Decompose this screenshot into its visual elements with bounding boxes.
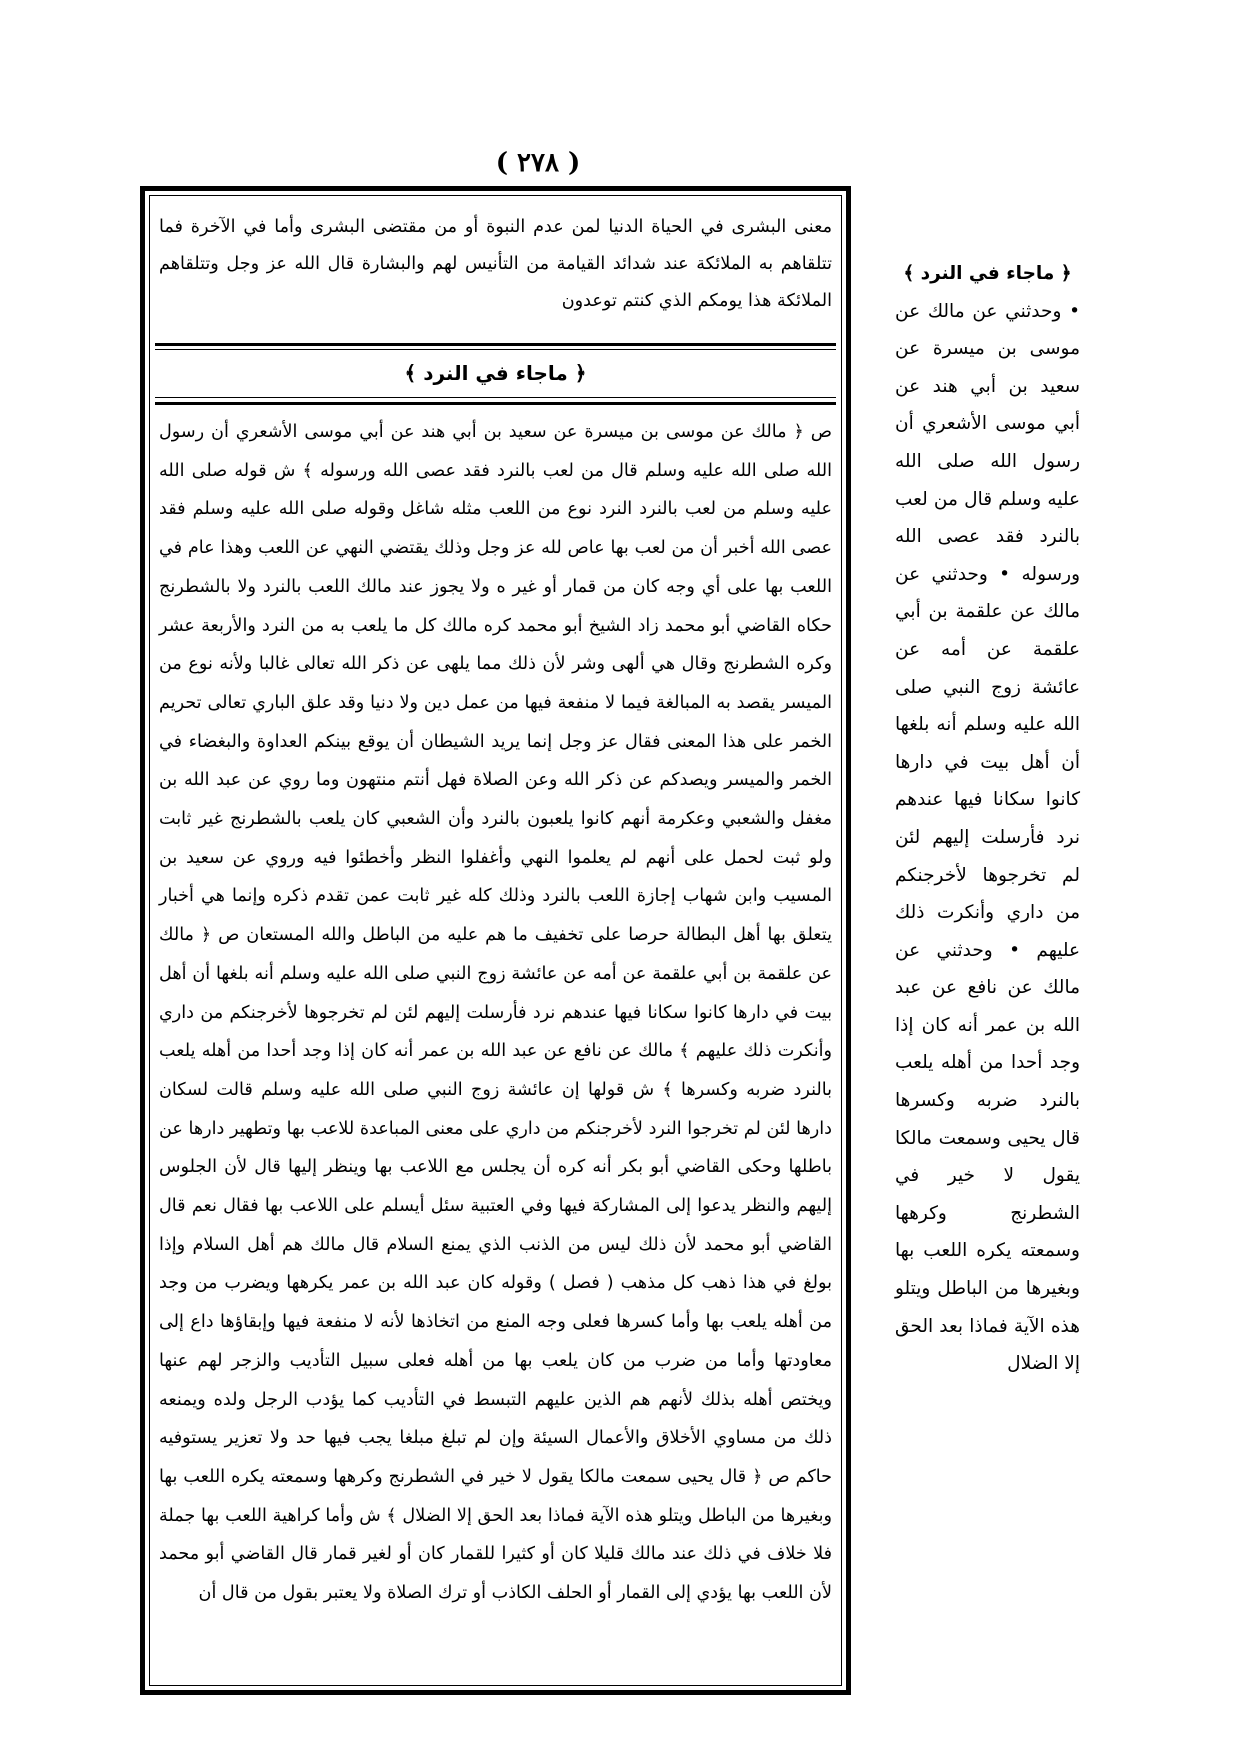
margin-heading: ﴿ ماجاء في النرد ﴾ (903, 263, 1072, 284)
divider-thick (155, 402, 836, 405)
margin-column (895, 255, 1080, 1383)
page-number: ( ٢٧٨ ) (495, 148, 581, 178)
margin-text: • وحدثني عن مالك عن موسى بن ميسرة عن سعيد بن أبي هند عن أبي موسى الأشعري أن رسول الله صلى الله عليه وسلم قال من لعب بالنرد فقد عصى الله ورسوله • وحدثني عن مالك عن علقمة بن أبي علقمة عن أمه عن عائشة زوج النبي صلى الله عليه وسلم أنه بلغها أن أهل بيت في دارها كانوا سكانا فيها عندهم نرد فأرسلت إليهم لئن لم تخرجوها لأخرجنكم من داري وأنكرت ذلك عليهم • وحدثني عن مالك عن نافع عن عبد الله بن عمر أنه كان إذا وجد أحدا من أهله يلعب بالنرد ضربه وكسرها قال يحيى وسمعت مالكا يقول لا خير في الشطرنج وكرهها وسمعته يكره اللعب بها وبغيرها من الباطل ويتلو هذه الآية فماذا بعد الحق إلا الضلال (895, 300, 1080, 1375)
commentary-body: ص ﴿ مالك عن موسى بن ميسرة عن سعيد بن أبي هند عن أبي موسى الأشعري أن رسول الله صلى الله عليه وسلم قال من لعب بالنرد فقد عصى الله ورسوله ﴾ ش قوله صلى الله عليه وسلم من لعب بالنرد النرد نوع من اللعب مثله شاغل وقوله صلى الله عليه وسلم فقد عصى الله أخبر أن من لعب بها عاص لله عز وجل وذلك يقتضي النهي عن اللعب وهذا عام في اللعب بها على أي وجه كان من قمار أو غير ه ولا يجوز عند مالك اللعب بالنرد ولا بالشطرنج حكاه القاضي أبو محمد زاد الشيخ أبو محمد كره مالك كل ما يلعب به من النرد والأربعة عشر وكره الشطرنج وقال هي ألهى وشر لأن ذلك مما يلهى عن ذكر الله تعالى غالبا ولأنه نوع من الميسر يقصد به المبالغة فيما لا منفعة فيها من عمل دين ولا دنيا وقد علق الباري تعالى تحريم الخمر على هذا المعنى فقال عز وجل إنما يريد الشيطان أن يوقع بينكم العداوة والبغضاء في الخمر والميسر ويصدكم عن ذكر الله وعن الصلاة فهل أنتم منتهون وما روي عن عبد الله بن مغفل والشعبي وعكرمة أنهم كانوا يلعبون بالنرد وأن الشعبي كان يلعب بالشطرنج غير ثابت ولو ثبت لحمل على أنهم لم يعلموا النهي وأغفلوا النظر وأخطئوا فيه وروي عن سعيد بن المسيب وابن شهاب إجازة اللعب بالنرد وذلك كله غير ثابت عمن تقدم ذكره وإنما هي أخبار يتعلق بها أهل البطالة حرصا على تخفيف ما هم عليه من الباطل والله المستعان ص ﴿ مالك عن علقمة بن أبي علقمة عن أمه عن عائشة زوج النبي صلى الله عليه وسلم أنه بلغها أن أهل بيت في دارها كانوا سكانا فيها عندهم نرد فأرسلت إليهم لئن لم تخرجوها لأخرجنكم من داري وأنكرت ذلك عليهم ﴾ مالك عن نافع عن عبد الله بن عمر أنه كان إذا وجد أحدا من أهله يلعب بالنرد ضربه وكسرها ﴾ ش قولها إن عائشة زوج النبي صلى الله عليه وسلم قالت لسكان دارها لئن لم تخرجوا النرد لأخرجنكم من داري على معنى المباعدة للاعب بها وتطهير دارها عن باطلها وحكى القاضي أبو بكر أنه كره أن يجلس مع اللاعب بها وينظر إليها قال لأن الجلوس إليهم والنظر يدعوا إلى المشاركة فيها وفي العتبية سئل أيسلم على اللاعب بها فقال نعم قال القاضي أبو محمد لأن ذلك ليس من الذنب الذي يمنع السلام قال مالك هم أهل السلام وإذا بولغ في هذا ذهب كل مذهب ( فصل ) وقوله كان عبد الله بن عمر يكرهها ويضرب من وجد من أهله يلعب بها وأما كسرها فعلى وجه المنع من اتخاذها لأنه لا منفعة فيها وإبقاؤها داع إلى معاودتها وأما من ضرب من كان يلعب بها من أهله فعلى سبيل التأديب والزجر لهم عنها ويختص أهله بذلك لأنهم هم الذين عليهم التبسط في التأديب كما يؤدب الرجل ولده ويمنعه ذلك من مساوي الأخلاق والأعمال السيئة وإن لم تبلغ مبلغا يجب فيها حد ولا تعزير يستوفيه حاكم ص ﴿ قال يحيى سمعت مالكا يقول لا خير في الشطرنج وكرهها وسمعته يكره اللعب بها وبغيرها من الباطل ويتلو هذه الآية فماذا بعد الحق إلا الضلال ﴾ ش وأما كراهية اللعب بها جملة فلا خلاف في ذلك عند مالك قليلا كان أو كثيرا للقمار كان أو لغير قمار قال القاضي أبو محمد لأن اللعب بها يؤدي إلى القمار أو الحلف الكاذب أو ترك الصلاة ولا يعتبر بقول من قال أن (159, 422, 832, 1604)
divider-thin (155, 349, 836, 350)
main-text-frame (140, 186, 851, 1695)
continuation-paragraph: معنى البشرى في الحياة الدنيا لمن عدم النبوة أو من مقتضى البشرى وأما في الآخرة فما تتلقاهم به الملائكة عند شدائد القيامة من التأنيس لهم والبشارة قال الله عز وجل وتتلقاهم الملائكة هذا يومكم الذي كنتم توعدون (159, 217, 832, 311)
divider-thin (155, 397, 836, 398)
divider-thick (155, 343, 836, 346)
section-heading: ﴿ ماجاء في النرد ﴾ (404, 361, 587, 385)
